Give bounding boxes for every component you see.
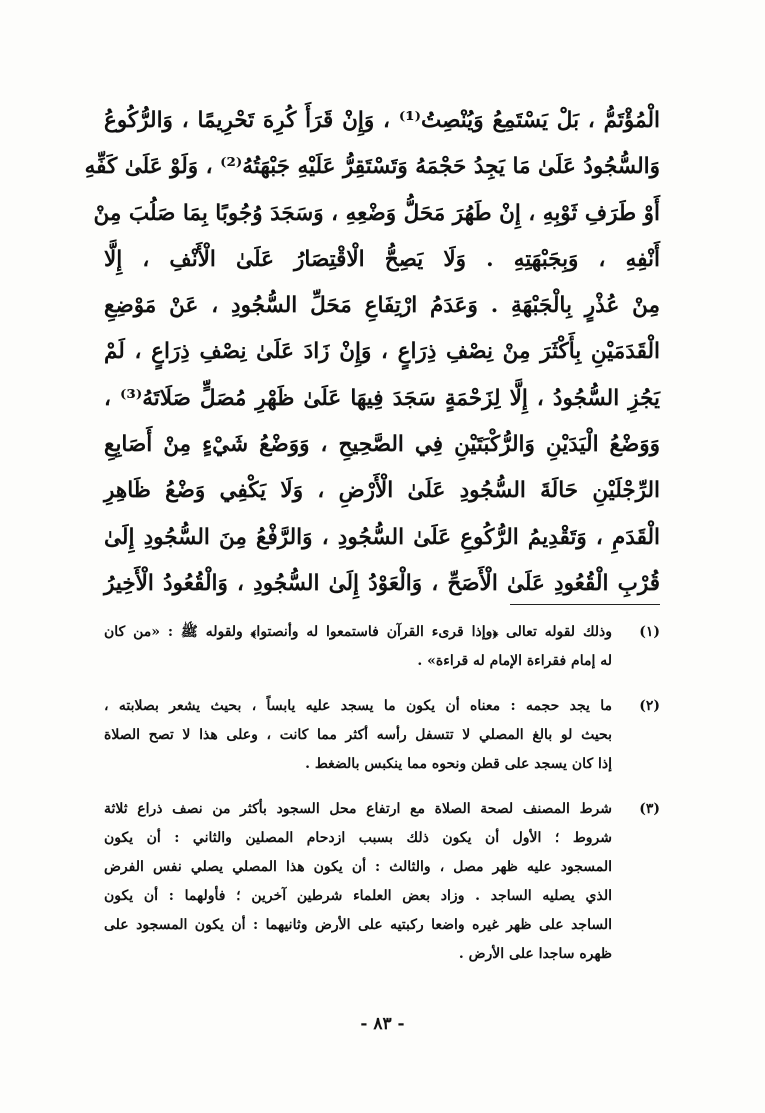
main-text-line: أَوْ طَرَفِ ثَوْبِهِ ، إِنْ طَهُرَ مَحَلُّ وَضْعِهِ ، وَسَجَدَ وُجُوبًا بِمَا صَلُبَ مِنْ	[93, 200, 660, 226]
main-text-line: وَوَضْعُ الْيَدَيْنِ وَالرُّكْبَتَيْنِ فِي الصَّحِيحِ ، وَوَضْعُ شَيْءٍ مِنْ أَصَابِعِ	[104, 432, 660, 458]
footnote-line: الساجد على ظهر غيره واضعا ركبتيه على الأرض وثانيهما : أن يكون المسجود على	[104, 917, 612, 933]
footnote-line: ظهره ساجدا على الأرض .	[458, 946, 612, 962]
main-text-line: أَنْفِهِ ، وَبِجَبْهَتِهِ . وَلَا يَصِحُّ الْاقْتِصَارُ عَلَىٰ الْأَنْفِ ، إِلَّا	[104, 246, 660, 272]
main-text-line: الرِّجْلَيْنِ حَالَةَ السُّجُودِ عَلَىٰ الْأَرْضِ ، وَلَا يَكْفِي وَضْعُ ظَاهِرِ	[104, 478, 660, 504]
main-text-line: مِنْ عُذْرٍ بِالْجَبْهَةِ . وَعَدَمُ ارْتِفَاعِ مَحَلِّ السُّجُودِ ، عَنْ مَوْضِعِ	[104, 293, 660, 319]
footnote-line: بحيث لو بالغ المصلي لا تتسفل رأسه أكثر مما كانت ، وعلى هذا لا تصح الصلاة	[104, 727, 612, 743]
footnote-line: وذلك لقوله تعالى ﴿وإذا قرىء القرآن فاستمعوا له وأنصتوا﴾ ولقوله ﷺ : «من كان	[104, 624, 612, 640]
footnote-number: (١)	[639, 624, 660, 640]
footnote-line: الذي يصليه الساجد . وزاد بعض العلماء شرطين آخرين ؛ فأولهما : أن يكون	[104, 888, 612, 904]
main-text-line: قُرْبِ الْقُعُودِ عَلَىٰ الْأَصَحِّ ، وَالْعَوْدُ إِلَىٰ السُّجُودِ ، وَالْقُعُودُ الْأَخِيرُ	[104, 570, 660, 596]
footnote-line: شرط المصنف لصحة الصلاة مع ارتفاع محل السجود بأكثر من نصف ذراع ثلاثة	[104, 801, 612, 817]
footnote-separator	[510, 604, 660, 605]
main-text-line: الْقَدَمِ ، وَتَقْدِيمُ الرُّكُوعِ عَلَىٰ السُّجُودِ ، وَالرَّفْعُ مِنَ السُّجُودِ إِلَىٰ	[104, 524, 660, 550]
main-text-line: الْمُؤْتَمُّ ، بَلْ يَسْتَمِعُ وَيُنْصِتُ⁽¹⁾ ، وَإِنْ قَرَأَ كُرِهَ تَحْرِيمًا ، وَالرُّكُوعُ	[104, 108, 660, 133]
main-text-body	[84, 98, 660, 607]
footnote-line: المسجود عليه ظهر مصل ، والثالث : أن يكون هذا المصلي يصلي نفس الفرض	[104, 859, 612, 875]
footnote-3	[104, 795, 660, 969]
footnote-line: إذا كان يسجد على قطن ونحوه مما ينكبس بالضغط .	[305, 756, 612, 772]
footnote-1	[104, 618, 660, 676]
main-text-line: وَالسُّجُودُ عَلَىٰ مَا يَجِدُ حَجْمَهُ وَتَسْتَقِرُّ عَلَيْهِ جَبْهَتُهُ⁽²⁾ ، وَلَوْ عَلَىٰ كَفِّهِ	[84, 154, 660, 180]
footnote-line: ما يجد حجمه : معناه أن يكون ما يسجد عليه يابساً ، بحيث يشعر بصلابته ،	[104, 698, 612, 714]
footnote-2	[104, 692, 660, 779]
footnote-number: (٣)	[639, 801, 660, 817]
main-text-line: يَجُزِ السُّجُودُ ، إِلَّا لِزَحْمَةٍ سَجَدَ فِيهَا عَلَىٰ ظَهْرِ مُصَلٍّ صَلَاتَهُ⁽³⁾ ،	[104, 385, 660, 411]
footnotes-section	[104, 618, 660, 985]
main-text-line: الْقَدَمَيْنِ بِأَكْثَرَ مِنْ نِصْفِ ذِرَاعٍ ، وَإِنْ زَادَ عَلَىٰ نِصْفِ ذِرَاعٍ ، لَمْ	[104, 339, 660, 365]
footnote-line: شروط ؛ الأول أن يكون ذلك بسبب ازدحام المصلين والثاني : أن يكون	[104, 830, 612, 846]
footnote-number: (٢)	[639, 698, 660, 714]
footnote-line: له إمام فقراءة الإمام له قراءة» .	[417, 653, 612, 669]
page-number: - ٨٣ -	[360, 1014, 405, 1034]
